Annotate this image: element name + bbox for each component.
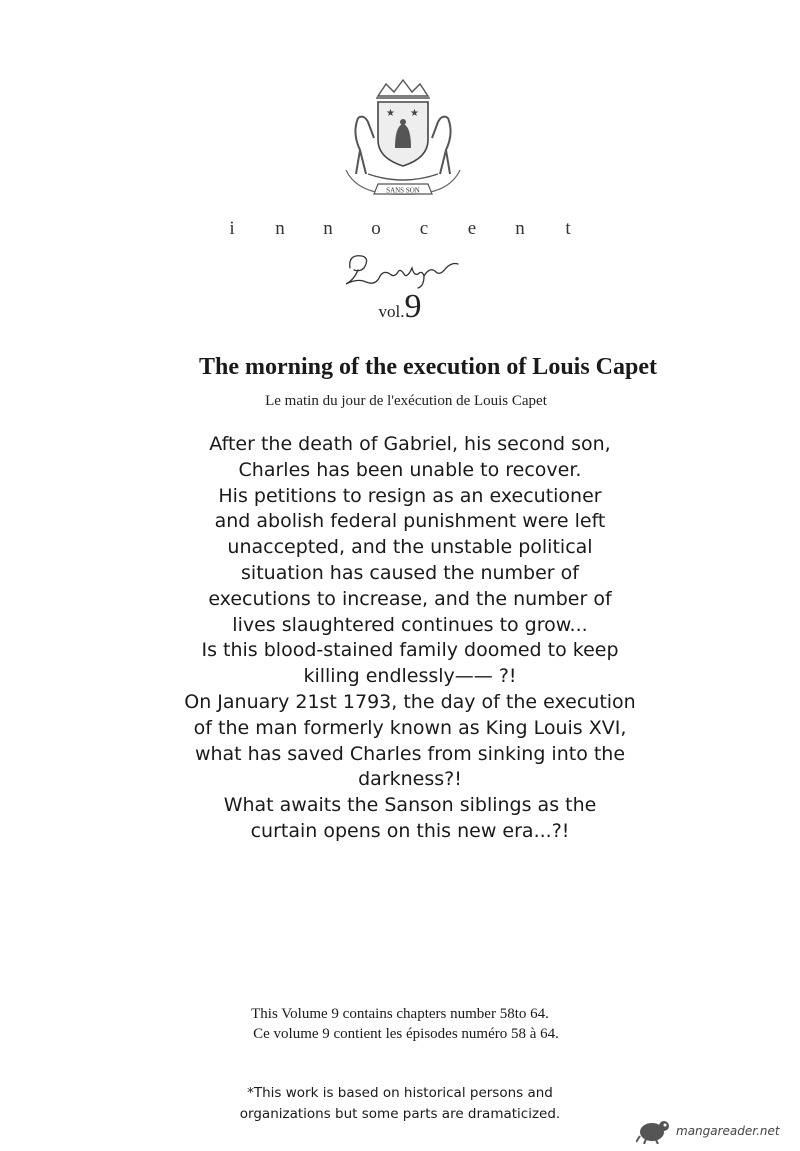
series-letter: t <box>565 218 571 239</box>
svg-text:★: ★ <box>410 108 419 119</box>
synopsis-line: lives slaughtered continues to grow... <box>232 613 588 636</box>
series-letter: n <box>323 218 333 239</box>
mascot-icon <box>636 1118 672 1144</box>
synopsis-line: curtain opens on this new era...?! <box>250 819 570 842</box>
synopsis-line: killing endlessly—— ?! <box>303 665 517 688</box>
series-letter: n <box>515 218 525 239</box>
series-letter: e <box>467 218 477 239</box>
disclaimer-line-2: organizations but some parts are dramaticized. <box>239 1106 561 1122</box>
synopsis-line: situation has caused the number of <box>241 561 579 584</box>
series-letter: c <box>419 218 429 239</box>
volume-label <box>0 288 800 326</box>
synopsis-text <box>180 432 640 845</box>
chapter-info <box>0 1004 800 1044</box>
synopsis-line: What awaits the Sanson siblings as the <box>223 794 597 817</box>
series-title-spaced <box>0 218 800 240</box>
synopsis-line: Charles has been unable to recover. <box>238 458 582 481</box>
disclaimer-line-1: *This work is based on historical persons and <box>247 1085 553 1101</box>
volume-prefix: vol. <box>378 302 405 321</box>
chapter-info-english: This Volume 9 contains chapters number 58to 64. <box>251 1006 549 1022</box>
synopsis-line: what has saved Charles from sinking into the <box>194 742 626 765</box>
chapter-info-french: Ce volume 9 contient les épisodes numéro 58 à 64. <box>253 1026 559 1042</box>
crest-banner-text: SANS SON <box>386 186 420 195</box>
synopsis-line: After the death of Gabriel, his second son, <box>209 433 611 455</box>
synopsis-line: Is this blood-stained family doomed to keep <box>201 639 619 662</box>
series-letter: n <box>275 218 285 239</box>
watermark-text: mangareader.net <box>676 1124 780 1138</box>
svg-text:★: ★ <box>386 108 395 119</box>
synopsis-line: of the man formerly known as King Louis XVI, <box>193 716 627 739</box>
rouge-script-logo <box>340 246 462 290</box>
synopsis-line: On January 21st 1793, the day of the execution <box>184 690 636 713</box>
volume-number: 9 <box>404 288 422 325</box>
coat-of-arms-emblem <box>338 78 468 203</box>
chapter-title: The morning of the execution of Louis Capet <box>199 354 657 380</box>
synopsis-line: executions to increase, and the number of <box>208 587 612 610</box>
synopsis-line: and abolish federal punishment were left <box>214 510 606 533</box>
chapter-subtitle-french: Le matin du jour de l'exécution de Louis Capet <box>265 393 547 409</box>
series-letter: o <box>371 218 381 239</box>
watermark <box>636 1118 780 1144</box>
synopsis-line: darkness?! <box>358 768 462 791</box>
synopsis-line: His petitions to resign as an executioner <box>218 484 602 507</box>
series-letter: i <box>229 218 235 239</box>
synopsis-line: unaccepted, and the unstable political <box>227 536 593 559</box>
